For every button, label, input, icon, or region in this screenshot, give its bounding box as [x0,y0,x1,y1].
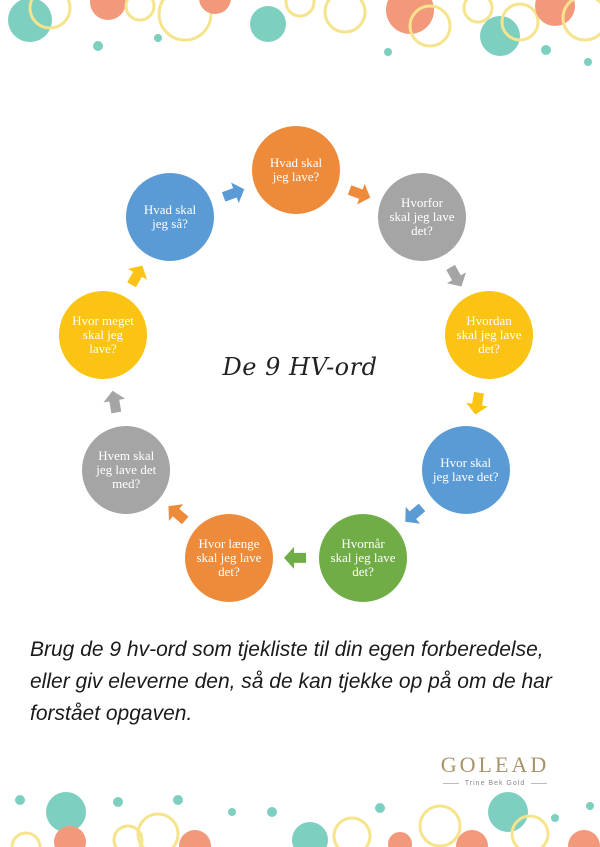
cycle-node-label: Hvor længe skal jeg lave det? [196,535,262,579]
cycle-arrow-1 [346,180,374,208]
brand-tagline: Trine Bek Gold [464,780,526,787]
cycle-arrow-4 [398,499,429,530]
cycle-arrow-5 [284,547,306,569]
brand-tagline-row [430,780,560,787]
cycle-node-7 [82,426,170,514]
cycle-node-4 [422,426,510,514]
cycle-arrow-7 [102,389,127,414]
cycle-arrow-3 [464,391,489,416]
cycle-node-5 [319,514,407,602]
cycle-node-1 [252,126,340,214]
cycle-arrow-2 [441,262,471,292]
cycle-node-label: Hvad skal jeg så? [143,201,197,231]
golead-logo [430,752,560,787]
cycle-arrow-8 [122,260,152,290]
cycle-node-label: Hvor skal jeg lave det? [432,454,499,484]
cycle-node-label: Hvad skal jeg lave? [269,155,323,185]
instruction-caption: Brug de 9 hv-ord som tjekliste til din egen forberedelse, eller giv eleverne den, så de kan tjekke op på om de har forstået opgaven. [30,638,552,725]
cycle-node-label: Hvor meget skal jeg lave? [72,313,134,357]
brand-name: GOLEAD [440,752,550,777]
cycle-arrow-6 [161,498,192,529]
cycle-node-label: Hvordan skal jeg lave det? [456,313,522,357]
cycle-node-8 [59,291,147,379]
cycle-node-label: Hvorfor skal jeg lave det? [389,194,455,238]
cycle-node-9 [126,173,214,261]
cycle-node-6 [185,514,273,602]
cycle-node-2 [378,173,466,261]
cycle-node-label: Hvem skal jeg lave det med? [96,447,157,491]
cycle-arrow-9 [220,179,248,207]
cycle-node-label: Hvornår skal jeg lave det? [330,535,396,579]
cycle-node-3 [445,291,533,379]
diagram-title: De 9 HV-ord [222,353,378,381]
